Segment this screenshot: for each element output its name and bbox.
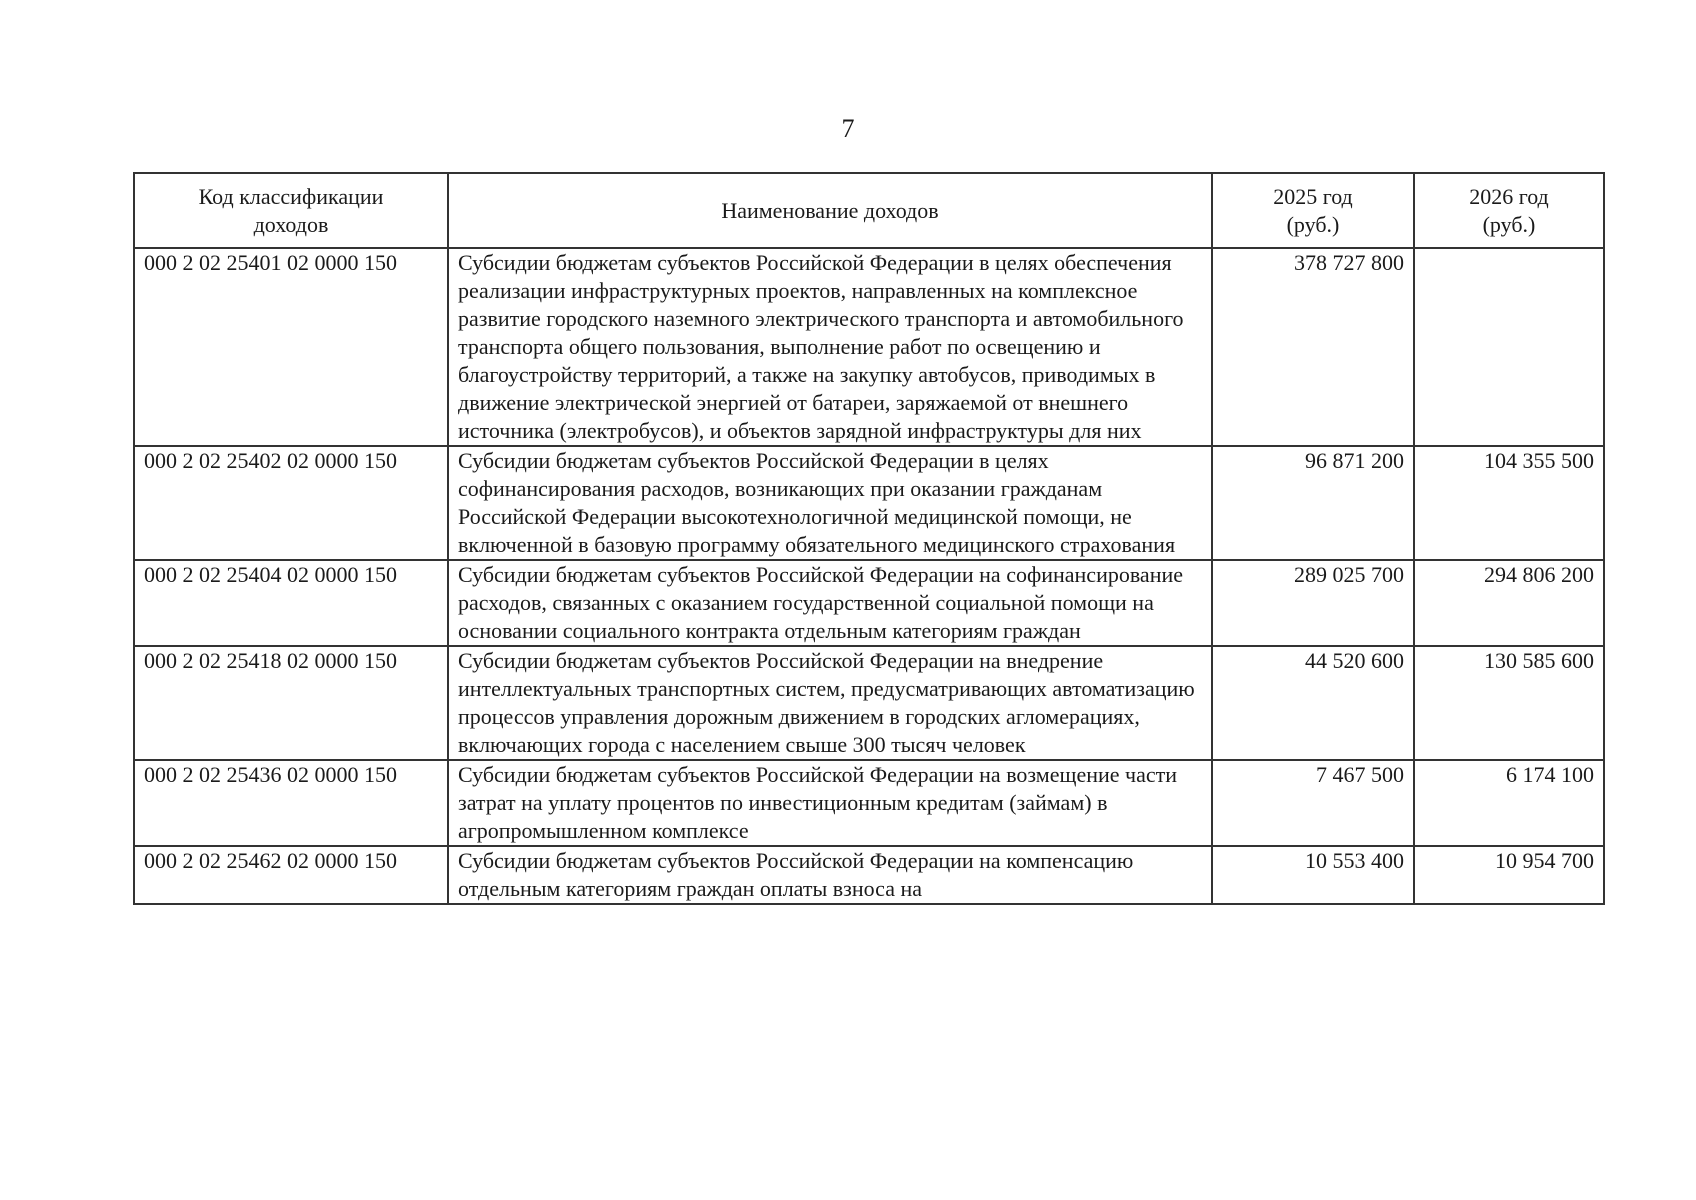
table-row [134, 446, 1604, 560]
row-code: 000 2 02 25418 02 0000 150 [134, 646, 448, 760]
row-amount-2025: 96 871 200 [1212, 446, 1414, 560]
page-number: 7 [841, 114, 855, 143]
header-row [134, 173, 1604, 248]
header-2026-line-1: 2026 год [1469, 183, 1549, 209]
table-row [134, 646, 1604, 760]
row-amount-2026: 6 174 100 [1414, 760, 1604, 846]
row-name: Субсидии бюджетам субъектов Российской Федерации на внедрение интеллектуальных транспортных систем, предусматривающих автоматизацию процессов управления дорожным движением в городских агломерациях, включающих города с населением свыше 300 тысяч человек [448, 646, 1212, 760]
header-2025-line-2: (руб.) [1286, 211, 1340, 237]
row-code: 000 2 02 25462 02 0000 150 [134, 846, 448, 904]
row-name: Субсидии бюджетам субъектов Российской Федерации на возмещение части затрат на уплату процентов по инвестиционным кредитам (займам) в агропромышленном комплексе [448, 760, 1212, 846]
header-2026 [1414, 173, 1604, 248]
header-2026-line-2: (руб.) [1482, 211, 1536, 237]
table-row [134, 846, 1604, 904]
header-2025 [1212, 173, 1414, 248]
header-code-line-1: Код классификации [198, 183, 384, 209]
row-amount-2026: 104 355 500 [1414, 446, 1604, 560]
table-body [134, 248, 1604, 904]
table-header [134, 173, 1604, 248]
income-table [133, 172, 1605, 905]
row-amount-2026: 130 585 600 [1414, 646, 1604, 760]
table-row [134, 560, 1604, 646]
table-row [134, 248, 1604, 446]
header-name: Наименование доходов [448, 173, 1212, 248]
row-amount-2025: 10 553 400 [1212, 846, 1414, 904]
row-amount-2026: 294 806 200 [1414, 560, 1604, 646]
header-2025-line-1: 2025 год [1273, 183, 1353, 209]
header-code [134, 173, 448, 248]
row-amount-2025: 289 025 700 [1212, 560, 1414, 646]
row-amount-2025: 7 467 500 [1212, 760, 1414, 846]
row-code: 000 2 02 25404 02 0000 150 [134, 560, 448, 646]
row-code: 000 2 02 25401 02 0000 150 [134, 248, 448, 446]
row-name: Субсидии бюджетам субъектов Российской Федерации на компенсацию отдельным категориям граждан оплаты взноса на [448, 846, 1212, 904]
row-name: Субсидии бюджетам субъектов Российской Федерации в целях обеспечения реализации инфраструктурных проектов, направленных на комплексное развитие городского наземного электрического транспорта и автомобильного транспорта общего пользования, выполнение работ по освещению и благоустройству территорий, а также на закупку автобусов, приводимых в движение электрической энергией от батареи, заряжаемой от внешнего источника (электробусов), и объектов зарядной инфраструктуры для них [448, 248, 1212, 446]
row-code: 000 2 02 25402 02 0000 150 [134, 446, 448, 560]
header-code-line-2: доходов [253, 211, 329, 237]
row-name: Субсидии бюджетам субъектов Российской Федерации в целях софинансирования расходов, возникающих при оказании гражданам Российской Федерации высокотехнологичной медицинской помощи, не включенной в базовую программу обязательного медицинского страхования [448, 446, 1212, 560]
row-amount-2026: 10 954 700 [1414, 846, 1604, 904]
row-name: Субсидии бюджетам субъектов Российской Федерации на софинансирование расходов, связанных с оказанием государственной социальной помощи на основании социального контракта отдельным категориям граждан [448, 560, 1212, 646]
row-amount-2025: 378 727 800 [1212, 248, 1414, 446]
row-amount-2026 [1414, 248, 1604, 446]
table-row [134, 760, 1604, 846]
row-amount-2025: 44 520 600 [1212, 646, 1414, 760]
row-code: 000 2 02 25436 02 0000 150 [134, 760, 448, 846]
